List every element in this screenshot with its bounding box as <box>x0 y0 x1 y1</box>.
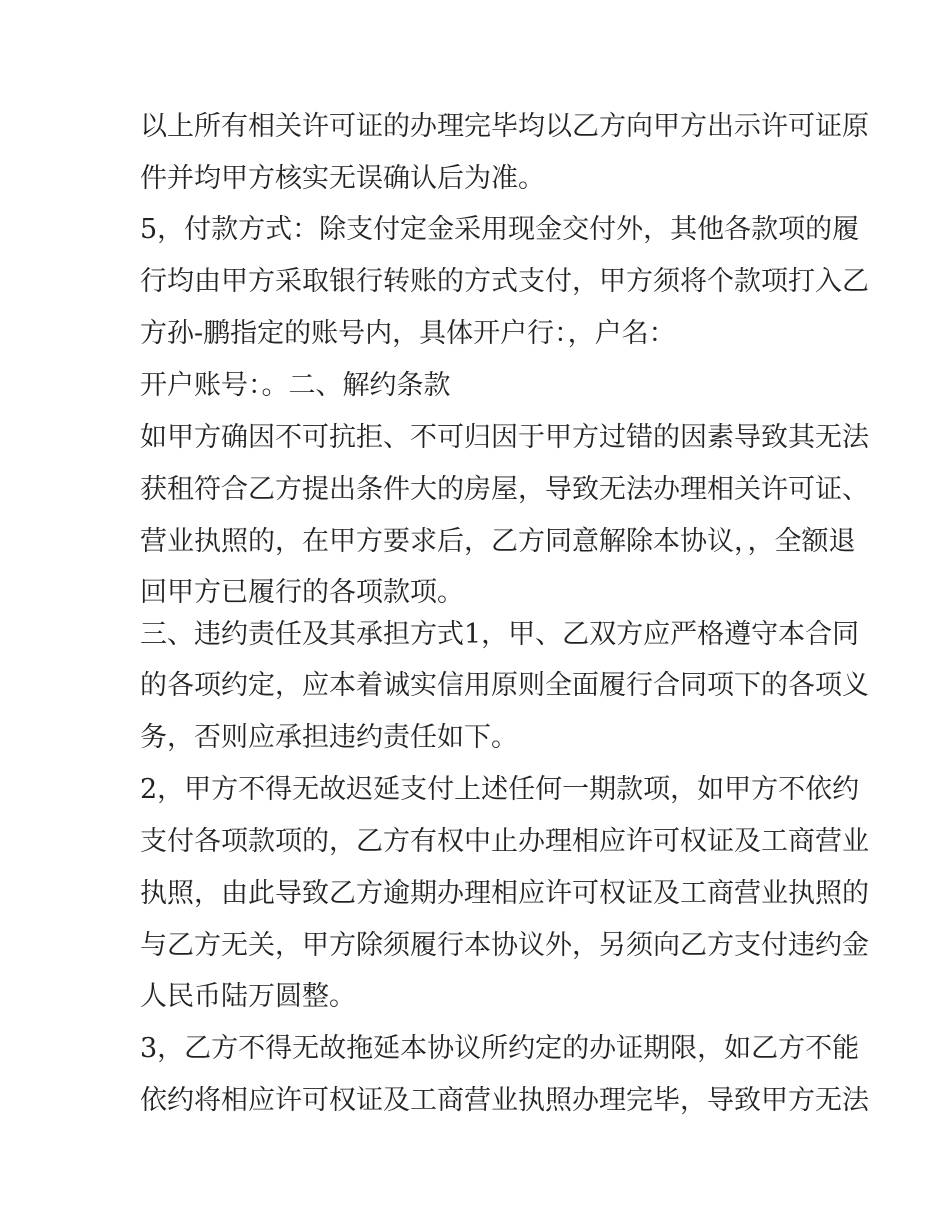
text-line: 2，甲方不得无故迟延支付上述任何一期款项，如甲方不依约 <box>140 774 860 805</box>
text-line: 人民币陆万圆整。 <box>140 981 356 1012</box>
text-line: 5，付款方式：除支付定金采用现金交付外，其他各款项的履 <box>140 214 860 245</box>
text-line: 执照，由此导致乙方逾期办理相应许可权证及工商营业执照的 <box>140 878 869 909</box>
text-line: 行均由甲方采取银行转账的方式支付，甲方须将个款项打入乙 <box>140 266 869 297</box>
text-line: 依约将相应许可权证及工商营业执照办理完毕，导致甲方无法 <box>140 1085 869 1116</box>
text-line: 支付各项款项的，乙方有权中止办理相应许可权证及工商营业 <box>140 826 869 857</box>
text-line: 务，否则应承担违约责任如下。 <box>140 722 518 753</box>
text-line: 回甲方已履行的各项款项。 <box>140 577 464 608</box>
text-line: 的各项约定，应本着诚实信用原则全面履行合同项下的各项义 <box>140 670 869 701</box>
text-line: 三、违约责任及其承担方式1，甲、乙双方应严格遵守本合同 <box>140 619 860 650</box>
text-line: 营业执照的，在甲方要求后，乙方同意解除本协议，，全额退 <box>140 526 856 557</box>
text-line: 方孙-鹏指定的账号内，具体开户行：，户名： <box>140 318 676 349</box>
text-line: 开户账号：。二、解约条款 <box>140 370 451 401</box>
text-line: 以上所有相关许可证的办理完毕均以乙方向甲方出示许可证原 <box>140 111 869 142</box>
text-line: 获租符合乙方提出条件大的房屋，导致无法办理相关许可证、 <box>140 474 869 505</box>
text-line: 件并均甲方核实无误确认后为准。 <box>140 163 545 194</box>
text-line: 如甲方确因不可抗拒、不可归因于甲方过错的因素导致其无法 <box>140 422 869 453</box>
text-line: 3，乙方不得无故拖延本协议所约定的办证期限，如乙方不能 <box>140 1033 860 1064</box>
text-line: 与乙方无关，甲方除须履行本协议外，另须向乙方支付违约金 <box>140 930 869 961</box>
